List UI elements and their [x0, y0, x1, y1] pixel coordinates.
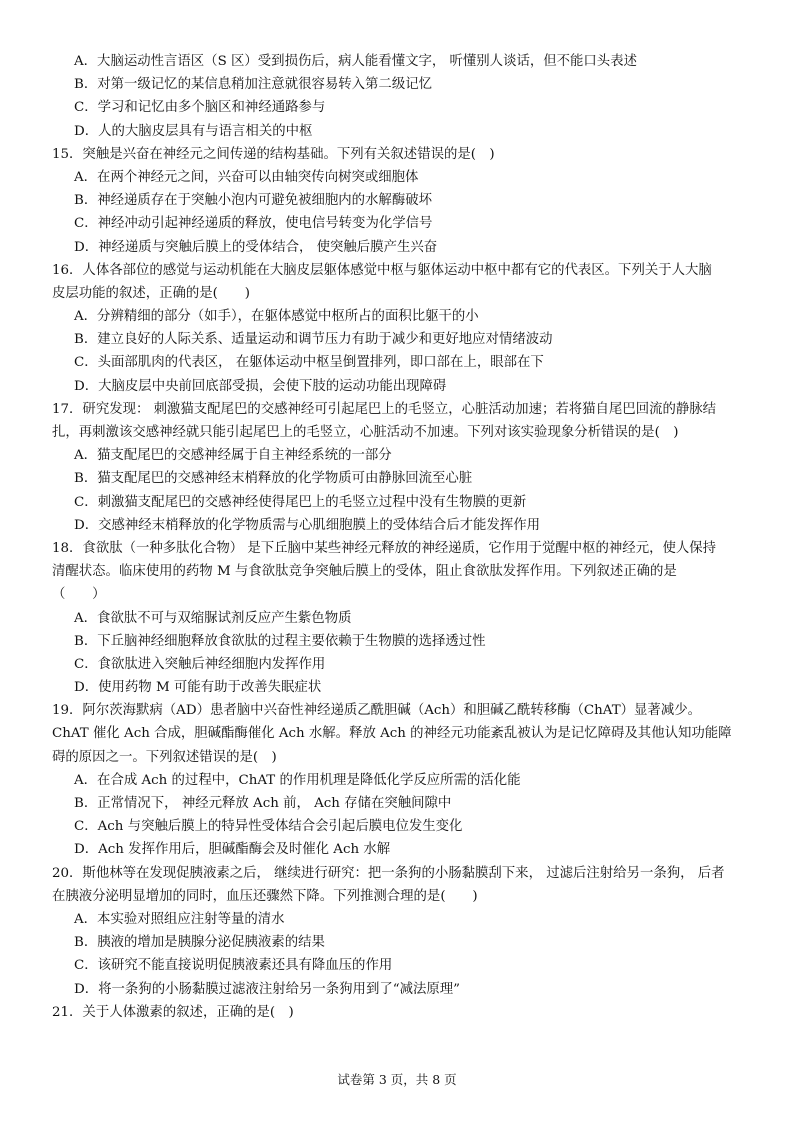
- answer-option: C．食欲肽进入突触后神经细胞内发挥作用: [74, 656, 326, 672]
- answer-option: C．Ach 与突触后膜上的特异性受体结合会引起后膜电位发生变化: [74, 819, 463, 835]
- exam-content: [52, 50, 742, 1024]
- question-text: 15．突触是兴奋在神经元之间传递的结构基础。下列有关叙述错误的是( ): [52, 146, 495, 162]
- question-text: 17．研究发现： 刺激猫支配尾巴的交感神经可引起尾巴上的毛竖立，心脏活动加速；若将猫自尾巴回流的静脉结: [52, 401, 717, 417]
- answer-option: B．正常情况下， 神经元释放 Ach 前， Ach 存储在突触间隙中: [74, 796, 452, 811]
- answer-option: D．Ach 发挥作用后，胆碱酯酶会及时催化 Ach 水解: [74, 842, 391, 858]
- answer-option: A．分辨精细的部分（如手），在躯体感觉中枢所占的面积比躯干的小: [74, 309, 479, 325]
- question-text: 碍的原因之一。下列叙述错误的是( ): [52, 749, 277, 765]
- question-text: 20．斯他林等在发现促胰液素之后， 继续进行研究：把一条狗的小肠黏膜刮下来， 过滤后注射给另一条狗， 后者: [52, 865, 725, 881]
- answer-option: D．人的大脑皮层具有与语言相关的中枢: [74, 123, 313, 139]
- answer-option: A．猫支配尾巴的交感神经属于自主神经系统的一部分: [74, 448, 392, 464]
- answer-option: B．下丘脑神经细胞释放食欲肽的过程主要依赖于生物膜的选择透过性: [74, 633, 486, 649]
- answer-option: B．猫支配尾巴的交感神经末梢释放的化学物质可由静脉回流至心脏: [74, 471, 473, 487]
- question-text: 16．人体各部位的感觉与运动机能在大脑皮层躯体感觉中枢与躯体运动中枢中都有它的代表区。下列关于人大脑: [52, 262, 712, 278]
- answer-option: A．本实验对照组应注射等量的清水: [74, 911, 285, 927]
- answer-option: C．刺激猫支配尾巴的交感神经使得尾巴上的毛竖立过程中没有生物膜的更新: [74, 494, 527, 510]
- question-text: （ ）: [52, 587, 106, 603]
- answer-option: D．神经递质与突触后膜上的受体结合， 使突触后膜产生兴奋: [74, 239, 438, 255]
- page-footer: 试卷第 3 页，共 8 页: [337, 1072, 457, 1087]
- question-text: 21．关于人体激素的叙述，正确的是( ): [52, 1004, 294, 1020]
- answer-option: C．该研究不能直接说明促胰液素还具有降血压的作用: [74, 958, 393, 974]
- question-text: 扎，再刺激该交感神经就只能引起尾巴上的毛竖立，心脏活动不加速。下列对该实验现象分析错误的是( ): [52, 425, 679, 440]
- answer-option: C．头面部肌肉的代表区， 在躯体运动中枢呈倒置排列，即口部在上，眼部在下: [74, 355, 544, 371]
- answer-option: B．胰液的增加是胰腺分泌促胰液素的结果: [74, 935, 325, 951]
- question-text: 19．阿尔茨海默病（AD）患者脑中兴奋性神经递质乙酰胆碱（Ach）和胆碱乙酰转移酶（ChAT）显著减少。: [52, 703, 701, 719]
- question-text: 清醒状态。临床使用的药物 M 与食欲肽竞争突触后膜上的受体，阻止食欲肽发挥作用。下列叙述正确的是: [52, 564, 677, 580]
- answer-option: D．使用药物 M 可能有助于改善失眠症状: [74, 680, 322, 696]
- answer-option: A．大脑运动性言语区（S 区）受到损伤后，病人能看懂文字， 听懂别人谈话，但不能口头表述: [74, 54, 637, 69]
- answer-option: C．学习和记忆由多个脑区和神经通路参与: [74, 100, 326, 116]
- question-text: 在胰液分泌明显增加的同时，血压还骤然下降。下列推测合理的是( ): [52, 888, 478, 904]
- answer-option: D．将一条狗的小肠黏膜过滤液注射给另一条狗用到了“减法原理”: [74, 981, 460, 997]
- question-text: 18．食欲肽（一种多肽化合物） 是下丘脑中某些神经元释放的神经递质，它作用于觉醒中枢的神经元，使人保持: [52, 540, 717, 556]
- answer-option: A．在两个神经元之间，兴奋可以由轴突传向树突或细胞体: [74, 169, 419, 185]
- question-text: ChAT 催化 Ach 合成，胆碱酯酶催化 Ach 水解。释放 Ach 的神经元功能紊乱被认为是记忆障碍及其他认知功能障: [52, 726, 732, 742]
- answer-option: B．对第一级记忆的某信息稍加注意就很容易转入第二级记忆: [74, 77, 432, 93]
- question-text: 皮层功能的叙述，正确的是( ): [52, 285, 250, 301]
- answer-option: A．在合成 Ach 的过程中，ChAT 的作用机理是降低化学反应所需的活化能: [74, 772, 521, 788]
- answer-option: B．建立良好的人际关系、适量运动和调节压力有助于减少和更好地应对情绪波动: [74, 332, 553, 348]
- answer-option: C．神经冲动引起神经递质的释放，使电信号转变为化学信号: [74, 216, 433, 232]
- answer-option: D．交感神经末梢释放的化学物质需与心肌细胞膜上的受体结合后才能发挥作用: [74, 517, 541, 533]
- answer-option: D．大脑皮层中央前回底部受损，会使下肢的运动功能出现障碍: [74, 378, 447, 394]
- answer-option: B．神经递质存在于突触小泡内可避免被细胞内的水解酶破坏: [74, 193, 432, 209]
- answer-option: A．食欲肽不可与双缩脲试剂反应产生紫色物质: [74, 610, 352, 626]
